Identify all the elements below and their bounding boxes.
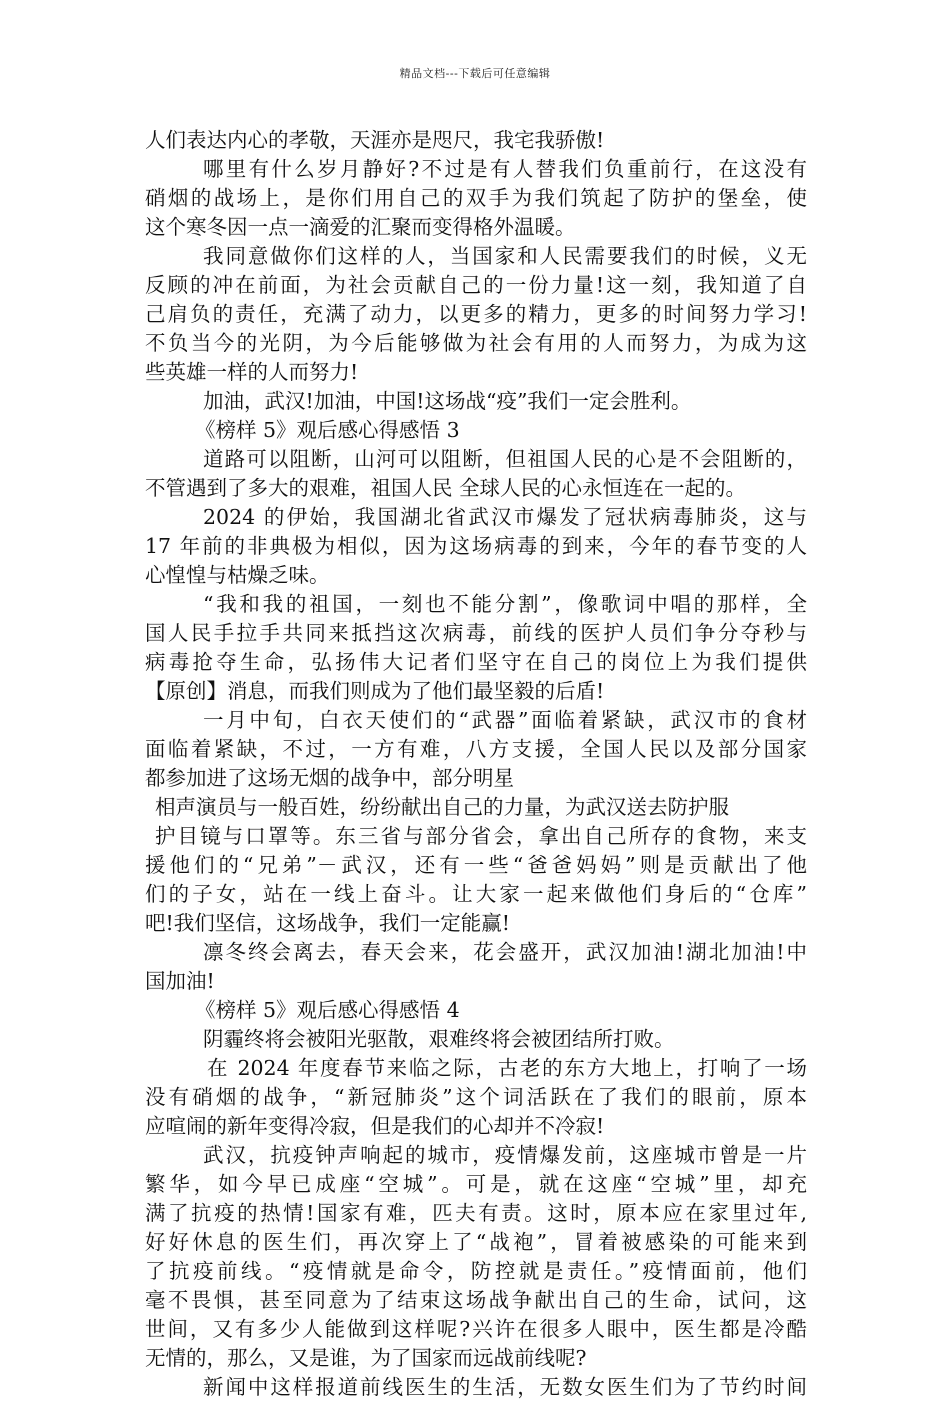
text-line: 2024 的伊始，我国湖北省武汉市爆发了冠状病毒肺炎，这与	[203, 505, 807, 529]
text-line: 面临着紧缺，不过，一方有难，八方支援，全国人民以及部分国家	[145, 737, 807, 761]
text-line: 在 2024 年度春节来临之际，古老的东方大地上，打响了一场	[207, 1056, 807, 1080]
text-line: 加油，武汉!加油，中国!这场战“疫”我们一定会胜利。	[203, 389, 692, 413]
text-line: “我和我的祖国，一刻也不能分割”，像歌词中唱的那样，全	[203, 592, 807, 616]
text-line: 道路可以阻断，山河可以阻断，但祖国人民的心是不会阻断的，	[203, 447, 807, 471]
text-line: 硝烟的战场上，是你们用自己的双手为我们筑起了防护的堡垒，使	[145, 186, 807, 210]
text-line: 世间，又有多少人能做到这样呢?兴许在很多人眼中，医生都是冷酷	[145, 1317, 807, 1341]
text-line: 好好休息的医生们，再次穿上了“战袍”，冒着被感染的可能来到	[145, 1230, 807, 1254]
text-line: 国加油!	[145, 969, 215, 993]
text-line: 吧!我们坚信，这场战争，我们一定能赢!	[145, 911, 510, 935]
text-line: 相声演员与一般百姓，纷纷献出自己的力量，为武汉送去防护服	[155, 795, 729, 819]
text-line: 哪里有什么岁月静好?不过是有人替我们负重前行，在这没有	[203, 157, 807, 181]
text-line: 一月中旬，白衣天使们的“武器”面临着紧缺，武汉市的食材	[203, 708, 807, 732]
text-line: 17 年前的非典极为相似，因为这场病毒的到来，今年的春节变的人	[145, 534, 807, 558]
text-line: 应喧闹的新年变得冷寂，但是我们的心却并不冷寂!	[145, 1114, 605, 1138]
text-line: 们的子女，站在一线上奋斗。让大家一起来做他们身后的“仓库”	[145, 882, 807, 906]
text-line: 了抗疫前线。“疫情就是命令，防控就是责任。”疫情面前，他们	[145, 1259, 807, 1283]
page-header: 精品文档---下载后可任意编辑	[399, 67, 551, 80]
text-line: 不管遇到了多大的艰难，祖国人民 全球人民的心永恒连在一起的。	[145, 476, 747, 500]
text-line: 心惶惶与枯燥乏味。	[145, 563, 330, 587]
text-line: 国人民手拉手共同来抵挡这次病毒，前线的医护人员们争分夺秒与	[145, 621, 807, 645]
text-line: 满了抗疫的热情!国家有难，匹夫有责。这时，原本应在家里过年,	[145, 1201, 807, 1225]
text-line: 己肩负的责任，充满了动力，以更多的精力，更多的时间努力学习!	[145, 302, 807, 326]
text-line: 援他们的“兄弟”－武汉，还有一些“爸爸妈妈”则是贡献出了他	[145, 853, 807, 877]
text-line: 这个寒冬因一点一滴爱的汇聚而变得格外温暖。	[145, 215, 576, 239]
text-line: 人们表达内心的孝敬，天涯亦是咫尺，我宅我骄傲!	[145, 128, 605, 152]
text-line: 护目镜与口罩等。东三省与部分省会，拿出自己所存的食物，来支	[155, 824, 807, 848]
text-line: 武汉，抗疫钟声响起的城市，疫情爆发前，这座城市曾是一片	[203, 1143, 807, 1167]
text-line: 【原创】消息，而我们则成为了他们最坚毅的后盾!	[145, 679, 605, 703]
text-line: 《榜样 5》观后感心得感悟 3	[195, 418, 460, 442]
text-line: 繁华，如今早已成座“空城”。可是，就在这座“空城”里，却充	[145, 1172, 807, 1196]
text-line: 《榜样 5》观后感心得感悟 4	[195, 998, 460, 1022]
text-line: 反顾的冲在前面，为社会贡献自己的一份力量!这一刻，我知道了自	[145, 273, 807, 297]
text-line: 些英雄一样的人而努力!	[145, 360, 359, 384]
text-line: 新闻中这样报道前线医生的生活，无数女医生们为了节约时间	[203, 1375, 807, 1399]
text-line: 不负当今的光阴，为今后能够做为社会有用的人而努力，为成为这	[145, 331, 807, 355]
document-body	[145, 126, 807, 1402]
text-line: 都参加进了这场无烟的战争中，部分明星	[145, 766, 514, 790]
text-line: 我同意做你们这样的人，当国家和人民需要我们的时候，义无	[203, 244, 807, 268]
text-line: 凛冬终会离去，春天会来，花会盛开，武汉加油!湖北加油!中	[203, 940, 807, 964]
text-line: 无情的，那么，又是谁，为了国家而远战前线呢?	[145, 1346, 587, 1370]
text-line: 病毒抢夺生命，弘扬伟大记者们坚守在自己的岗位上为我们提供	[145, 650, 807, 674]
text-line: 毫不畏惧，甚至同意为了结束这场战争献出自己的生命，试问，这	[145, 1288, 807, 1312]
text-line: 阴霾终将会被阳光驱散，艰难终将会被团结所打败。	[203, 1027, 675, 1051]
text-line: 没有硝烟的战争，“新冠肺炎”这个词活跃在了我们的眼前，原本	[145, 1085, 807, 1109]
